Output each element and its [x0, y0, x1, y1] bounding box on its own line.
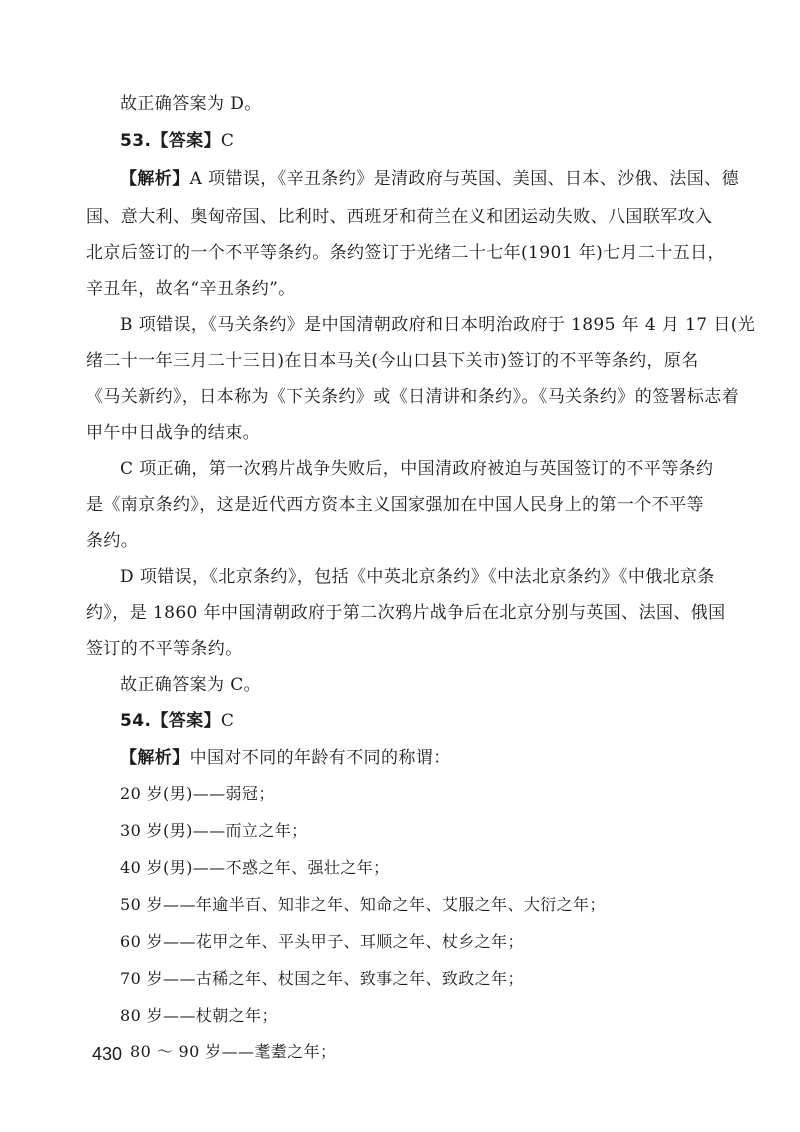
age-item-60: 60 岁——花甲之年、平头甲子、耳顺之年、杖乡之年；: [120, 932, 524, 951]
q53-para-b-line-4: 甲午中日战争的结束。: [86, 423, 260, 443]
q53-analysis-label: 【解析】: [120, 169, 190, 189]
q53-para-d-line-3: 签订的不平等条约。: [86, 639, 243, 659]
q53-analysis-line-1: [120, 167, 739, 191]
q53-para-a-line-1: A 项错误，《辛丑条约》是清政府与英国、美国、日本、沙俄、法国、德: [189, 169, 739, 189]
q53-para-b-line-3: 《马关新约》，日本称为《下关条约》或《日清讲和条约》。《马关条约》的签署标志着: [86, 387, 740, 407]
age-item-30: 30 岁(男)——而立之年；: [120, 821, 308, 840]
q53-para-c-line-3: 条约。: [86, 531, 139, 551]
q53-para-a-line-2: 国、意大利、奥匈帝国、比利时、西班牙和荷兰在义和团运动失败、八国联军攻入: [86, 207, 713, 227]
q54-intro: 中国对不同的年龄有不同的称谓：: [189, 748, 451, 768]
q53-answer-value: C: [220, 131, 235, 151]
age-item-80: 80 岁——杖朝之年；: [120, 1006, 278, 1025]
q54-analysis-label: 【解析】: [120, 748, 190, 768]
q54-answer: [120, 709, 234, 733]
age-item-50: 50 岁——年逾半百、知非之年、知命之年、艾服之年、大衍之年；: [120, 895, 606, 914]
q52-conclusion: 故正确答案为 D。: [120, 94, 262, 114]
q53-para-d-line-2: 约》，是 1860 年中国清朝政府于第二次鸦片战争后在北京分别与英国、法国、俄国: [86, 603, 726, 623]
age-item-40: 40 岁(男)——不惑之年、强壮之年；: [120, 858, 390, 877]
q53-answer: [120, 129, 234, 153]
q53-para-c-line-2: 是《南京条约》，这是近代西方资本主义国家强加在中国人民身上的第一个不平等: [86, 495, 704, 515]
age-item-70: 70 岁——古稀之年、杖国之年、致事之年、致政之年；: [120, 969, 524, 988]
q54-analysis: [120, 746, 451, 770]
q53-para-b-line-2: 绪二十一年三月二十三日)在日本马关(今山口县下关市)签订的不平等条约，原名: [86, 351, 699, 371]
q53-para-a-line-3: 北京后签订的一个不平等条约。条约签订于光绪二十七年(1901 年)七月二十五日，: [86, 243, 725, 263]
q53-para-c-line-1: C 项正确，第一次鸦片战争失败后，中国清政府被迫与英国签订的不平等条约: [120, 459, 714, 479]
q53-para-a-line-4: 辛丑年，故名“辛丑条约”。: [86, 279, 296, 299]
page-number: 430: [92, 1044, 123, 1064]
age-item-80-90: 80 ～ 90 岁——耄耋之年；: [130, 1042, 337, 1061]
q53-para-b-line-1: B 项错误，《马关条约》是中国清朝政府和日本明治政府于 1895 年 4 月 17 日(光: [120, 315, 756, 335]
q53-answer-label: 53.【答案】: [120, 131, 221, 151]
q53-para-d-line-1: D 项错误，《北京条约》，包括《中英北京条约》《中法北京条约》《中俄北京条: [120, 567, 715, 587]
q54-answer-label: 54.【答案】: [120, 711, 221, 731]
q53-conclusion: 故正确答案为 C。: [120, 675, 262, 695]
q54-answer-value: C: [220, 711, 235, 731]
age-item-20: 20 岁(男)——弱冠；: [120, 784, 275, 803]
